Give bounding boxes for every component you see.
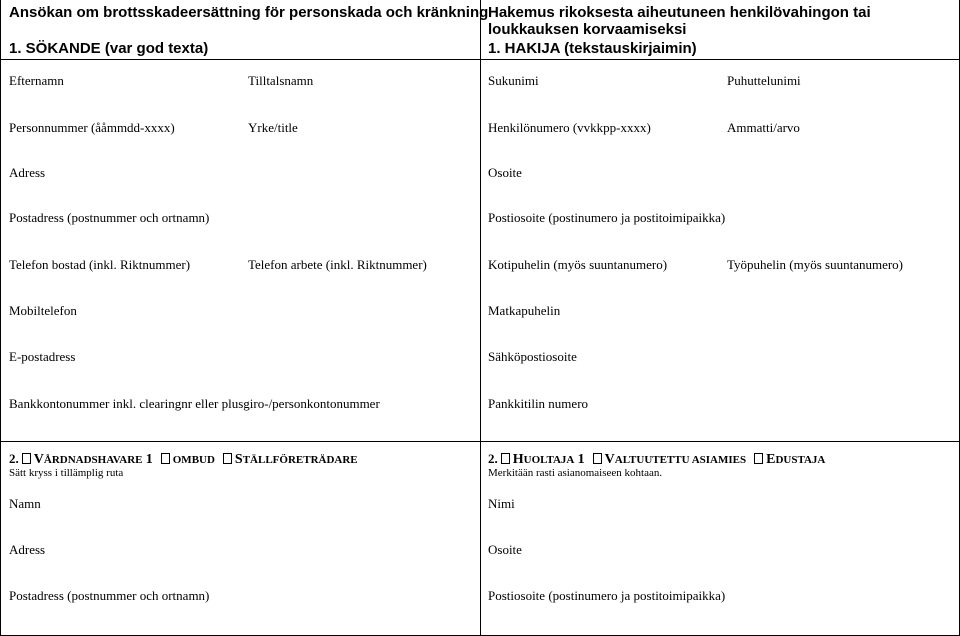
fi-nimi-label: Nimi <box>488 496 515 511</box>
sv-vardnadshavare-initial: V <box>33 452 44 467</box>
sv-namn-label: Namn <box>9 496 41 511</box>
fi-huoltaja-number: 1 <box>577 452 585 467</box>
fi-section2-postiosoite-label: Postiosoite (postinumero ja postitoimipaikka) <box>488 588 726 603</box>
sv-tilltalsnamn-label: Tilltalsnamn <box>248 73 314 88</box>
fi-osoite-label: Osoite <box>488 165 522 180</box>
sv-vardnadshavare-number: 1 <box>145 452 153 467</box>
sv-ombud-label: OMBUD <box>172 454 215 466</box>
sv-telefon-bostad-label: Telefon bostad (inkl. Riktnummer) <box>9 257 191 272</box>
sv-bankkonto-label: Bankkontonummer inkl. clearingnr eller plusgiro-/personkontonummer <box>9 396 380 411</box>
sv-mobiltelefon-label: Mobiltelefon <box>9 303 77 318</box>
fi-section1-heading: 1. HAKIJA (tekstauskirjaimin) <box>488 40 697 57</box>
sv-yrke-label: Yrke/title <box>248 120 298 135</box>
fi-huoltaja-label: UOLTAJA <box>523 454 575 466</box>
sv-personnummer-label: Personnummer (ååmmdd-xxxx) <box>9 120 175 135</box>
sv-stallforetradare-checkbox[interactable] <box>223 453 232 464</box>
fi-section2-number: 2. <box>488 451 498 466</box>
fi-valtuutettu-label: ALTUUTETTU ASIAMIES <box>614 454 747 466</box>
fi-sahkoposti-label: Sähköpostiosoite <box>488 349 577 364</box>
sv-stallforetradare-label: TÄLLFÖRETRÄDARE <box>242 454 358 466</box>
sv-stallforetradare-initial: S <box>234 452 243 467</box>
sv-ombud-checkbox[interactable] <box>161 453 170 464</box>
sv-vardnadshavare-label: ÅRDNADSHAVARE <box>43 454 143 466</box>
fi-puhuttelunimi-label: Puhuttelunimi <box>727 73 801 88</box>
fi-matkapuhelin-label: Matkapuhelin <box>488 303 561 318</box>
fi-tyopuhelin-label: Työpuhelin (myös suuntanumero) <box>727 257 904 272</box>
fi-kotipuhelin-label: Kotipuhelin (myös suuntanumero) <box>488 257 668 272</box>
fi-postiosoite-label: Postiosoite (postinumero ja postitoimipaikka) <box>488 210 726 225</box>
sv-postadress-label: Postadress (postnummer och ortnamn) <box>9 210 210 225</box>
fi-edustaja-label: DUSTAJA <box>775 454 826 466</box>
sv-efternamn-label: Efternamn <box>9 73 64 88</box>
sv-adress-label: Adress <box>9 165 46 180</box>
fi-edustaja-checkbox[interactable] <box>754 453 763 464</box>
column-divider <box>480 0 481 635</box>
sv-vardnadshavare-checkbox[interactable] <box>22 453 31 464</box>
sv-section2-postadress-label: Postadress (postnummer och ortnamn) <box>9 588 210 603</box>
fi-ammatti-label: Ammatti/arvo <box>727 120 800 135</box>
fi-form-title: Hakemus rikoksesta aiheutuneen henkilövahingon tai loukkauksen korvaamiseksi <box>488 4 871 38</box>
sv-telefon-arbete-label: Telefon arbete (inkl. Riktnummer) <box>248 257 427 272</box>
fi-edustaja-initial: E <box>766 452 776 467</box>
section2-divider <box>1 441 960 442</box>
header-divider <box>1 59 960 60</box>
sv-epost-label: E-postadress <box>9 349 76 364</box>
sv-section2-heading <box>9 451 358 468</box>
sv-section2-instruction: Sätt kryss i tillämplig ruta <box>9 467 124 479</box>
fi-valtuutettu-initial: V <box>604 452 615 467</box>
fi-valtuutettu-checkbox[interactable] <box>593 453 602 464</box>
fi-section2-heading <box>488 451 825 468</box>
sv-form-title: Ansökan om brottsskadeersättning för personskada och kränkning <box>9 4 489 21</box>
fi-section2-osoite-label: Osoite <box>488 542 522 557</box>
fi-section2-instruction: Merkitään rasti asianomaiseen kohtaan. <box>488 467 663 479</box>
fi-huoltaja-initial: H <box>512 452 524 467</box>
fi-henkilonumero-label: Henkilönumero (vvkkpp-xxxx) <box>488 120 651 135</box>
fi-sukunimi-label: Sukunimi <box>488 73 539 88</box>
sv-section1-heading: 1. SÖKANDE (var god texta) <box>9 40 209 57</box>
fi-huoltaja-checkbox[interactable] <box>501 453 510 464</box>
fi-pankkitili-label: Pankkitilin numero <box>488 396 589 411</box>
sv-section2-number: 2. <box>9 451 19 466</box>
sv-section2-adress-label: Adress <box>9 542 46 557</box>
